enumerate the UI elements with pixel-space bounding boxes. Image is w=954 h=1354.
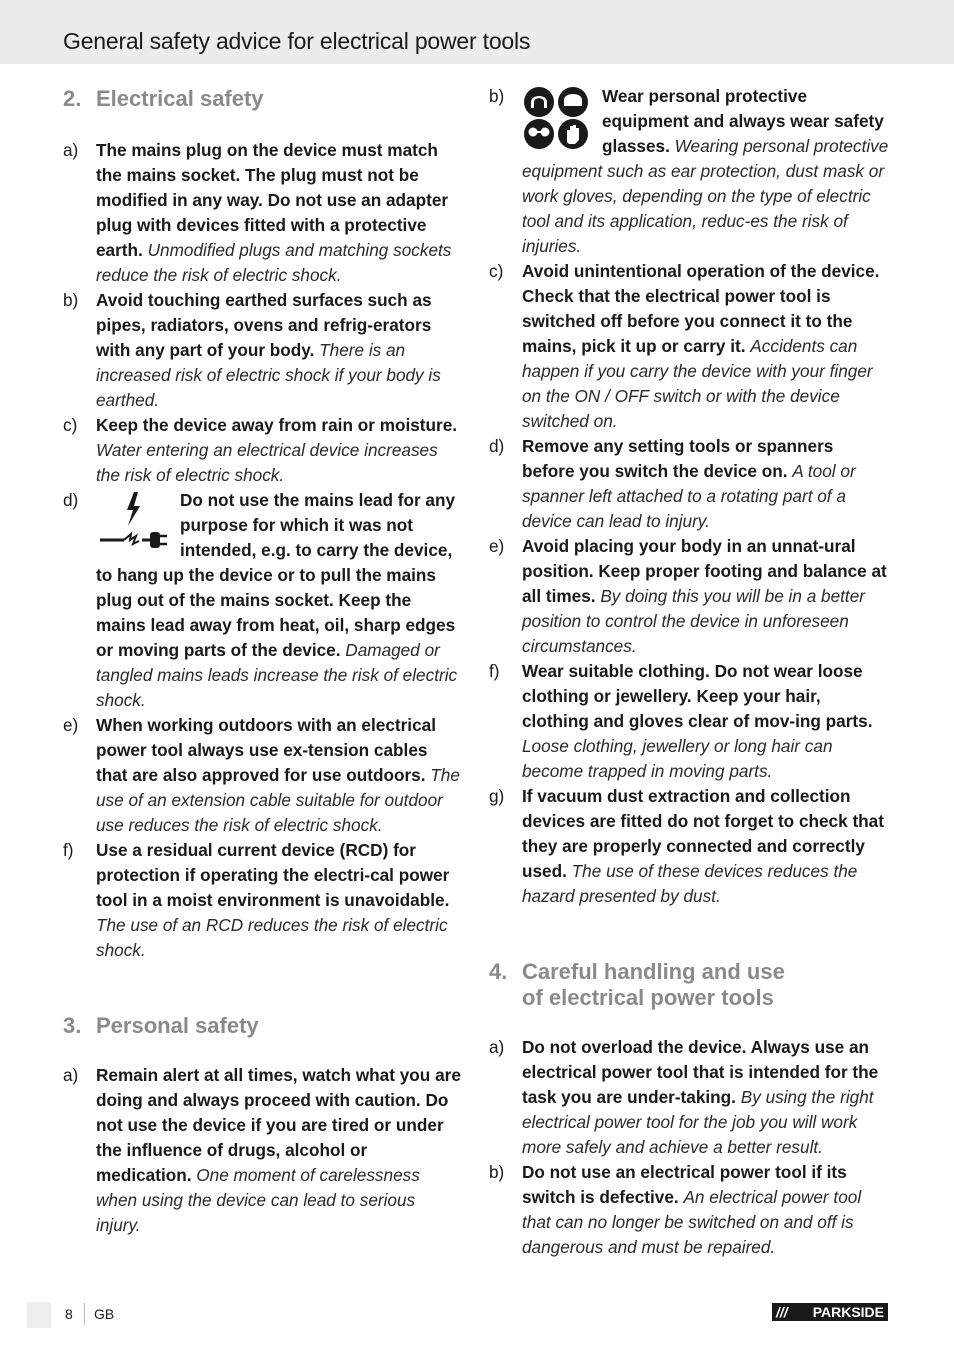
section-number: 3. [63,1013,82,1038]
item-label: d) [489,436,505,456]
item-instruction: Wear suitable clothing. Do not wear loose clothing or jewellery. Keep your hair, clothing and gloves clear of mov-ing parts. [522,661,873,731]
item-label: f) [63,840,74,860]
item-explanation: The use of an extension cable suitable for outdoor use reduces the risk of electric shock. [96,765,460,835]
page-title: General safety advice for electrical power tools [63,28,531,54]
item-explanation: By doing this you will be in a better position to control the device in unforeseen circumstances. [522,586,865,656]
list-item [489,1035,889,1160]
item-label: b) [489,86,505,106]
right-column [489,84,889,1260]
item-label: e) [63,715,79,735]
item-instruction: Remain alert at all times, watch what you are doing and always proceed with caution. Do not use the device if you are tired or under the influence of drugs, alcohol or medication. [96,1065,461,1185]
item-instruction: Avoid unintentional operation of the device. Check that the electrical power tool is switched off before you connect it to the mains, pick it up or carry it. [522,261,880,356]
item-label: a) [63,1065,79,1085]
list-item [489,534,889,659]
item-explanation: Unmodified plugs and matching sockets reduce the risk of electric shock. [96,240,452,285]
list-item [489,659,889,784]
list-item [63,1063,463,1238]
item-instruction: If vacuum dust extraction and collection devices are fitted do not forget to check that they are properly connected and correctly used. [522,786,884,881]
electric-cable-warning-icon [96,488,172,554]
section-title: Electrical safety [96,86,264,111]
list-item [489,1160,889,1260]
item-explanation: A tool or spanner left attached to a rotating part of a device can lead to injury. [522,461,856,531]
item-instruction: Avoid touching earthed surfaces such as pipes, radiators, ovens and refrig-erators with any part of your body. [96,290,432,360]
item-label: d) [63,490,79,510]
item-instruction: The mains plug on the device must match the mains socket. The plug must not be modified in any way. Do not use an adapter plug with devices fitted with a protective earth. [96,140,449,260]
item-explanation: One moment of carelessness when using the device can lead to serious injury. [96,1165,420,1235]
item-label: b) [489,1162,505,1182]
item-explanation: Water entering an electrical device increases the risk of electric shock. [96,440,438,485]
item-label: a) [489,1037,505,1057]
item-instruction: Do not overload the device. Always use an electrical power tool that is intended for the task you are under-taking. [522,1037,879,1107]
item-instruction: Avoid placing your body in an unnat-ural position. Keep proper footing and balance at all times. [522,536,887,606]
item-instruction: Keep the device away from rain or moisture. [96,415,458,435]
item-explanation: An electrical power tool that can no longer be switched on and off is dangerous and must be repaired. [522,1187,862,1257]
footer-marker [27,1302,51,1328]
left-column [63,84,463,1238]
section-title: Personal safety [96,1013,259,1038]
item-explanation: There is an increased risk of electric shock if your body is earthed. [96,340,441,410]
protective-equipment-icons [522,84,594,150]
brand-logo [772,1303,888,1321]
item-label: c) [489,261,504,281]
item-instruction: Do not use an electrical power tool if its switch is defective. [522,1162,847,1207]
item-explanation: Damaged or tangled mains leads increase the risk of electric shock. [96,640,458,710]
brand-logo-text: PARKSIDE [812,1304,884,1320]
list-item [489,84,889,259]
section-number: 2. [63,86,82,111]
item-explanation: Wearing personal protective equipment such as ear protection, dust mask or work gloves, depending on the type of electric tool and its application, reduc-es the risk of injuries. [522,136,889,256]
page-number: 8 [65,1306,73,1322]
section-heading-careful-handling [489,959,889,1011]
item-label: e) [489,536,505,556]
list-item [489,259,889,434]
item-explanation: By using the right electrical power tool for the job you will work more safely and achieve a better result. [522,1087,874,1157]
section-title-line-2: of electrical power tools [522,985,774,1010]
footer-divider [84,1303,85,1325]
list-item [63,138,463,288]
section-title-line-1: Careful handling and use [522,959,785,984]
helmet-icon [564,94,582,106]
list-item [63,838,463,963]
item-label: a) [63,140,79,160]
list-item [63,713,463,838]
brand-logo-stripes: /// [776,1304,788,1320]
item-label: g) [489,786,505,806]
item-instruction: Use a residual current device (RCD) for protection if operating the electri-cal power tool in a moist environment is unavoidable. [96,840,450,910]
item-label: b) [63,290,79,310]
item-label: f) [489,661,500,681]
item-explanation: The use of an RCD reduces the risk of electric shock. [96,915,448,960]
section-heading-electrical-safety [63,86,463,112]
item-instruction: Remove any setting tools or spanners before you switch the device on. [522,436,834,481]
item-instruction: When working outdoors with an electrical power tool always use ex-tension cables that are also approved for use outdoors. [96,715,436,785]
language-code: GB [94,1306,115,1322]
item-label: c) [63,415,78,435]
item-explanation: The use of these devices reduces the hazard presented by dust. [522,861,858,906]
item-explanation: Accidents can happen if you carry the device with your finger on the ON / OFF switch or with the device switched on. [522,336,873,431]
list-item [489,434,889,534]
section-number: 4. [489,959,508,984]
list-item [63,488,463,713]
section-heading-personal-safety [63,1013,463,1039]
item-instruction: Wear personal protective equipment and always wear safety glasses. [602,86,884,156]
list-item [63,288,463,413]
item-explanation: Loose clothing, jewellery or long hair can become trapped in moving parts. [522,736,833,781]
item-instruction: Do not use the mains lead for any purpose for which it was not intended, e.g. to carry the device, to hang up the device or to pull the mains plug out of the mains socket. Keep the mains lead away from heat, oil, sharp edges or moving parts of the device. [96,490,456,660]
list-item [489,784,889,909]
list-item [63,413,463,488]
